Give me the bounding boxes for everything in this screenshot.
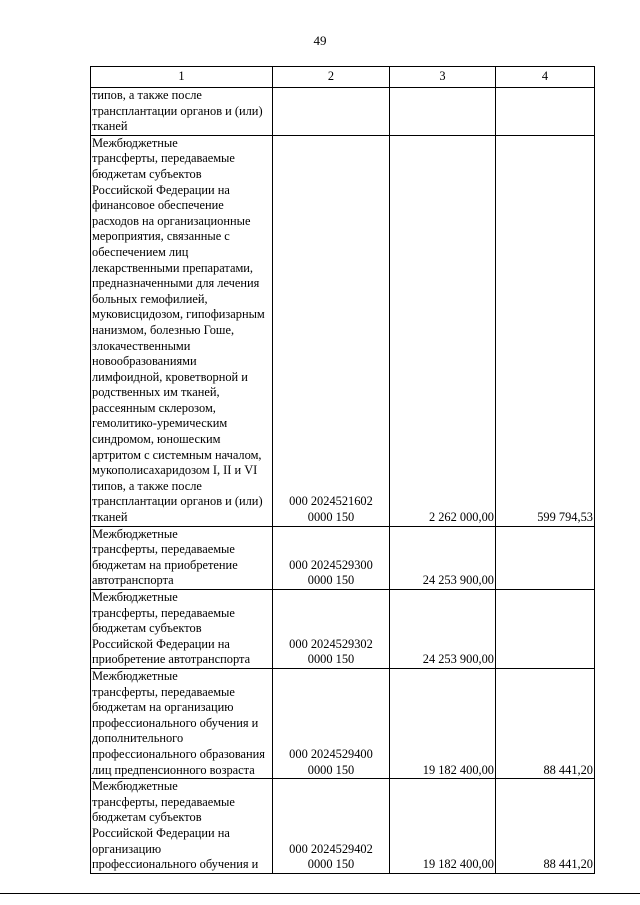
row-budget-code: 000 2024529402 0000 150	[273, 779, 390, 874]
row-execution: 88 441,20	[496, 779, 595, 874]
row-budget-code: 000 2024529300 0000 150	[273, 526, 390, 589]
row-budget-code: 000 2024529302 0000 150	[273, 590, 390, 669]
column-header-1: 1	[91, 67, 273, 88]
row-budget-code: 000 2024529400 0000 150	[273, 668, 390, 778]
column-header-3: 3	[390, 67, 496, 88]
column-header-2: 2	[273, 67, 390, 88]
row-execution: 88 441,20	[496, 668, 595, 778]
row-description: Межбюджетные трансферты, передаваемые бюджетам субъектов Российской Федерации на приобретение автотранспорта	[91, 590, 273, 669]
table-row	[91, 668, 595, 778]
row-amount: 2 262 000,00	[390, 135, 496, 526]
table-row	[91, 590, 595, 669]
row-amount: 24 253 900,00	[390, 526, 496, 589]
table-row	[91, 88, 595, 136]
row-budget-code: 000 2024521602 0000 150	[273, 135, 390, 526]
row-description: типов, а также после трансплантации органов и (или) тканей	[91, 88, 273, 136]
table-header-row	[91, 67, 595, 88]
row-amount: 24 253 900,00	[390, 590, 496, 669]
row-amount	[390, 88, 496, 136]
row-execution	[496, 88, 595, 136]
row-budget-code	[273, 88, 390, 136]
row-execution	[496, 526, 595, 589]
row-description: Межбюджетные трансферты, передаваемые бюджетам на организацию профессионального обучения и дополнительного профессионального образования лиц предпенсионного возраста	[91, 668, 273, 778]
row-description: Межбюджетные трансферты, передаваемые бюджетам субъектов Российской Федерации на финансовое обеспечение расходов на организационные мероприятия, связанные с обеспечением лиц лекарственными препаратами, предназначенными для лечения больных гемофилией, муковисцидозом, гипофизарным нанизмом, болезнью Гоше, злокачественными новообразованиями лимфоидной, кроветворной и родственных им тканей, рассеянным склерозом, гемолитико-уремическим синдромом, юношеским артритом с системным началом, мукополисахаридозом I, II и VI типов, а также после трансплантации органов и (или) тканей	[91, 135, 273, 526]
table-row	[91, 779, 595, 874]
table-row	[91, 135, 595, 526]
page-number: 49	[313, 33, 327, 48]
page-bottom-rule	[0, 893, 640, 894]
row-description: Межбюджетные трансферты, передаваемые бюджетам на приобретение автотранспорта	[91, 526, 273, 589]
row-amount: 19 182 400,00	[390, 668, 496, 778]
table-row	[91, 526, 595, 589]
row-amount: 19 182 400,00	[390, 779, 496, 874]
budget-table	[90, 66, 595, 874]
row-execution: 599 794,53	[496, 135, 595, 526]
row-execution	[496, 590, 595, 669]
column-header-4: 4	[496, 67, 595, 88]
row-description: Межбюджетные трансферты, передаваемые бюджетам субъектов Российской Федерации на организацию профессионального обучения и	[91, 779, 273, 874]
